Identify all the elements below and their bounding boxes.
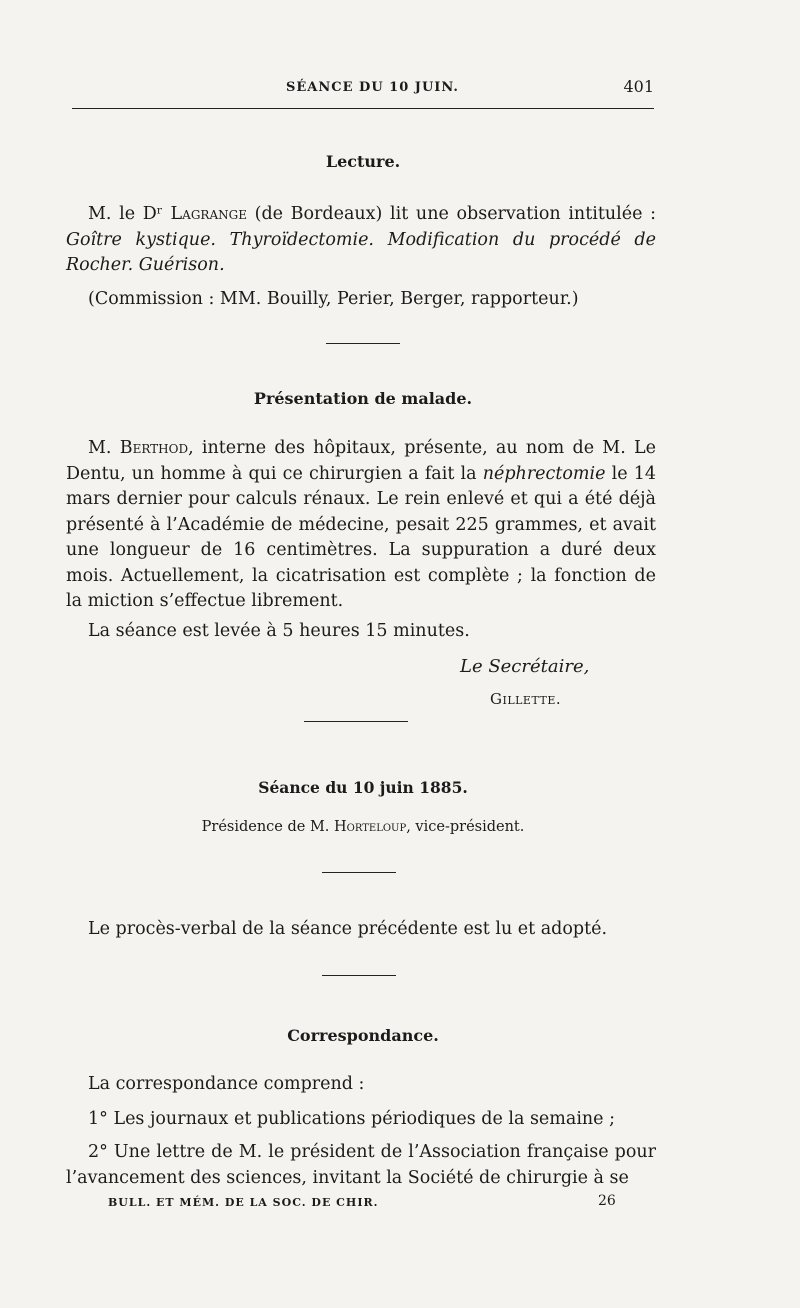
section-heading-correspondance: Correspondance. bbox=[287, 1026, 439, 1045]
presentation-text-1: , interne des hôpitaux, présente, au nom de M. Le Dentu, un homme à qui ce chirurgien a fait la bbox=[66, 438, 656, 484]
section-heading-lecture: Lecture. bbox=[325, 152, 401, 171]
lecture-text: (de Bordeaux) lit une observation intitulée : bbox=[246, 204, 657, 224]
header-rule bbox=[72, 108, 654, 109]
correspondance-intro: La correspondance comprend : bbox=[88, 1074, 365, 1094]
section-divider bbox=[322, 975, 396, 976]
section-heading-presentation: Présentation de malade. bbox=[253, 389, 473, 408]
running-head-title: SÉANCE DU 10 JUIN. bbox=[286, 80, 459, 95]
presidence-line bbox=[72, 819, 654, 835]
presentation-prefix: M. bbox=[88, 438, 120, 458]
author-name-lagrange: Lagrange bbox=[170, 204, 247, 224]
seance-heading: Séance du 10 juin 1885. bbox=[258, 778, 468, 797]
signature-name: Gillette. bbox=[490, 690, 562, 708]
signature-mark: 26 bbox=[598, 1193, 616, 1209]
presentation-text-2: le 14 mars dernier pour calculs rénaux. Le rein enlevé et qui a été déjà présenté à l’Académie de médecine, pesait 225 grammes, et avait une longueur de 16 centimètres. La suppuration a duré deux mois. Actuellement, la cicatrisation est complète ; la fonction de la miction s’effectue librement. bbox=[66, 463, 656, 611]
presidence-suffix: , vice-président. bbox=[406, 819, 525, 835]
journal-footer: BULL. ET MÉM. DE LA SOC. DE CHIR. bbox=[108, 1196, 379, 1209]
nephrectomie-term: néphrectomie bbox=[482, 463, 606, 484]
closing-paragraph: La séance est levée à 5 heures 15 minutes. bbox=[88, 621, 470, 641]
author-name-berthod: Berthod bbox=[119, 438, 189, 458]
signature-role: Le Secrétaire, bbox=[460, 656, 590, 677]
section-divider bbox=[326, 343, 400, 344]
commission-paragraph: (Commission : MM. Bouilly, Perier, Berger, rapporteur.) bbox=[88, 289, 579, 309]
proces-verbal-paragraph: Le procès-verbal de la séance précédente est lu et adopté. bbox=[88, 919, 608, 939]
correspondance-item-1: 1° Les journaux et publications périodiques de la semaine ; bbox=[88, 1109, 615, 1129]
president-name: Horteloup bbox=[334, 819, 407, 835]
lecture-paragraph bbox=[66, 202, 656, 279]
presidence-prefix: Présidence de M. bbox=[201, 819, 335, 835]
presentation-paragraph bbox=[66, 436, 656, 615]
page-number: 401 bbox=[623, 77, 654, 96]
section-divider bbox=[322, 872, 396, 873]
section-divider bbox=[304, 721, 408, 722]
correspondance-item-2: 2° Une lettre de M. le président de l’Association française pour l’avancement des sciences, invitant la Société de chirurgie à se bbox=[66, 1142, 656, 1188]
observation-title: Goître kystique. Thyroïdectomie. Modification du procédé de Rocher. Guérison. bbox=[66, 229, 656, 275]
lecture-prefix: M. le Dʳ bbox=[88, 204, 171, 224]
